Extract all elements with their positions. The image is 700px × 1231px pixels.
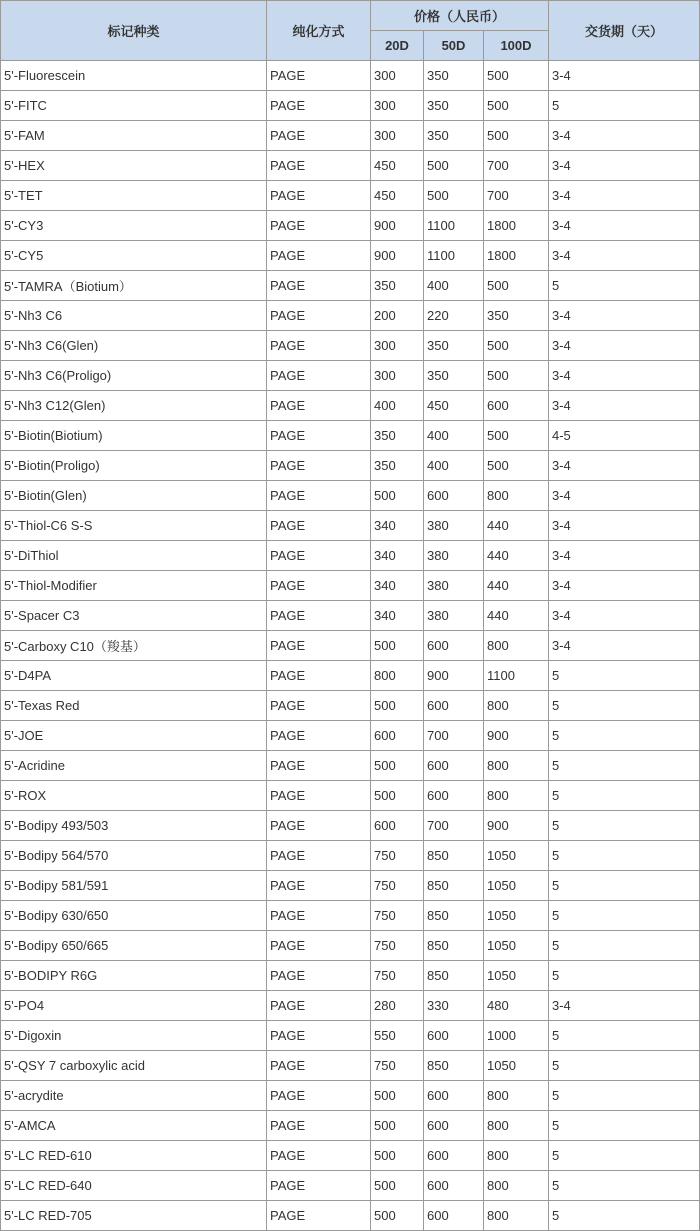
cell-label-name: 5'-Nh3 C6	[1, 301, 267, 331]
cell-price-50d: 850	[424, 871, 484, 901]
cell-price-50d: 600	[424, 1141, 484, 1171]
cell-price-100d: 1050	[484, 871, 549, 901]
header-scale-50d: 50D	[424, 31, 484, 61]
cell-price-100d: 700	[484, 151, 549, 181]
table-row	[1, 331, 700, 361]
table-row	[1, 361, 700, 391]
cell-price-100d: 1050	[484, 901, 549, 931]
table-row	[1, 151, 700, 181]
cell-price-100d: 500	[484, 451, 549, 481]
cell-label-name: 5'-Acridine	[1, 751, 267, 781]
cell-delivery-days: 5	[549, 1021, 700, 1051]
cell-price-50d: 700	[424, 811, 484, 841]
cell-purification: PAGE	[267, 1201, 371, 1231]
cell-price-20d: 450	[371, 181, 424, 211]
cell-price-20d: 750	[371, 901, 424, 931]
cell-price-50d: 600	[424, 481, 484, 511]
cell-label-name: 5'-acrydite	[1, 1081, 267, 1111]
cell-delivery-days: 3-4	[549, 451, 700, 481]
cell-label-name: 5'-Thiol-C6 S-S	[1, 511, 267, 541]
cell-label-name: 5'-Nh3 C6(Glen)	[1, 331, 267, 361]
cell-purification: PAGE	[267, 721, 371, 751]
cell-price-50d: 1100	[424, 211, 484, 241]
cell-price-50d: 380	[424, 511, 484, 541]
cell-label-name: 5'-JOE	[1, 721, 267, 751]
cell-delivery-days: 5	[549, 661, 700, 691]
cell-price-50d: 850	[424, 931, 484, 961]
cell-label-name: 5'-Nh3 C12(Glen)	[1, 391, 267, 421]
cell-label-name: 5'-LC RED-640	[1, 1171, 267, 1201]
cell-purification: PAGE	[267, 271, 371, 301]
cell-label-name: 5'-Thiol-Modifier	[1, 571, 267, 601]
cell-price-20d: 500	[371, 1171, 424, 1201]
cell-purification: PAGE	[267, 751, 371, 781]
cell-purification: PAGE	[267, 601, 371, 631]
cell-delivery-days: 5	[549, 811, 700, 841]
cell-delivery-days: 5	[549, 961, 700, 991]
cell-label-name: 5'-Biotin(Biotium)	[1, 421, 267, 451]
cell-price-20d: 450	[371, 151, 424, 181]
cell-price-20d: 750	[371, 871, 424, 901]
cell-price-100d: 900	[484, 721, 549, 751]
cell-price-100d: 800	[484, 1111, 549, 1141]
cell-label-name: 5'-FITC	[1, 91, 267, 121]
table-row	[1, 301, 700, 331]
table-row	[1, 631, 700, 661]
cell-price-50d: 850	[424, 961, 484, 991]
cell-label-name: 5'-DiThiol	[1, 541, 267, 571]
cell-price-50d: 600	[424, 751, 484, 781]
cell-price-50d: 700	[424, 721, 484, 751]
cell-purification: PAGE	[267, 451, 371, 481]
table-body	[1, 61, 700, 1231]
cell-price-20d: 300	[371, 361, 424, 391]
cell-purification: PAGE	[267, 631, 371, 661]
cell-price-50d: 380	[424, 601, 484, 631]
cell-price-20d: 750	[371, 961, 424, 991]
cell-price-20d: 300	[371, 331, 424, 361]
cell-price-20d: 200	[371, 301, 424, 331]
table-row	[1, 751, 700, 781]
table-row	[1, 721, 700, 751]
cell-price-20d: 500	[371, 751, 424, 781]
cell-price-100d: 800	[484, 781, 549, 811]
table-row	[1, 991, 700, 1021]
cell-price-100d: 500	[484, 271, 549, 301]
cell-delivery-days: 5	[549, 1111, 700, 1141]
cell-purification: PAGE	[267, 91, 371, 121]
cell-price-20d: 350	[371, 451, 424, 481]
cell-delivery-days: 3-4	[549, 391, 700, 421]
cell-price-50d: 600	[424, 781, 484, 811]
cell-price-100d: 600	[484, 391, 549, 421]
cell-price-50d: 350	[424, 61, 484, 91]
cell-label-name: 5'-CY5	[1, 241, 267, 271]
cell-price-100d: 500	[484, 121, 549, 151]
cell-label-name: 5'-PO4	[1, 991, 267, 1021]
header-price: 价格（人民币）	[371, 1, 549, 31]
cell-delivery-days: 5	[549, 91, 700, 121]
cell-price-100d: 700	[484, 181, 549, 211]
table-row	[1, 1051, 700, 1081]
cell-delivery-days: 3-4	[549, 151, 700, 181]
cell-price-100d: 350	[484, 301, 549, 331]
cell-price-100d: 500	[484, 91, 549, 121]
cell-price-100d: 500	[484, 421, 549, 451]
cell-price-100d: 1050	[484, 931, 549, 961]
cell-price-20d: 750	[371, 931, 424, 961]
cell-price-100d: 500	[484, 331, 549, 361]
cell-price-100d: 800	[484, 751, 549, 781]
cell-purification: PAGE	[267, 1051, 371, 1081]
cell-price-50d: 400	[424, 421, 484, 451]
cell-price-20d: 750	[371, 841, 424, 871]
cell-purification: PAGE	[267, 991, 371, 1021]
cell-purification: PAGE	[267, 241, 371, 271]
cell-label-name: 5'-Carboxy C10（羧基）	[1, 631, 267, 661]
cell-price-20d: 800	[371, 661, 424, 691]
cell-price-20d: 340	[371, 511, 424, 541]
cell-price-20d: 500	[371, 481, 424, 511]
cell-purification: PAGE	[267, 571, 371, 601]
table-row	[1, 391, 700, 421]
cell-delivery-days: 3-4	[549, 481, 700, 511]
cell-price-20d: 350	[371, 271, 424, 301]
table-row	[1, 571, 700, 601]
cell-price-20d: 350	[371, 421, 424, 451]
cell-delivery-days: 3-4	[549, 211, 700, 241]
cell-delivery-days: 5	[549, 1141, 700, 1171]
cell-price-20d: 300	[371, 91, 424, 121]
cell-delivery-days: 5	[549, 1051, 700, 1081]
table-row	[1, 931, 700, 961]
cell-purification: PAGE	[267, 1081, 371, 1111]
header-scale-100d: 100D	[484, 31, 549, 61]
cell-price-100d: 900	[484, 811, 549, 841]
cell-label-name: 5'-FAM	[1, 121, 267, 151]
cell-purification: PAGE	[267, 61, 371, 91]
cell-purification: PAGE	[267, 121, 371, 151]
cell-purification: PAGE	[267, 181, 371, 211]
table-row	[1, 1201, 700, 1231]
table-row	[1, 961, 700, 991]
cell-delivery-days: 5	[549, 871, 700, 901]
header-scale-20d: 20D	[371, 31, 424, 61]
cell-price-20d: 900	[371, 241, 424, 271]
cell-price-20d: 600	[371, 721, 424, 751]
cell-price-50d: 380	[424, 541, 484, 571]
cell-delivery-days: 5	[549, 751, 700, 781]
cell-price-20d: 400	[371, 391, 424, 421]
cell-price-20d: 340	[371, 541, 424, 571]
table-row	[1, 811, 700, 841]
cell-price-50d: 600	[424, 631, 484, 661]
cell-price-50d: 1100	[424, 241, 484, 271]
table-row	[1, 421, 700, 451]
cell-label-name: 5'-TAMRA（Biotium）	[1, 271, 267, 301]
cell-label-name: 5'-Fluorescein	[1, 61, 267, 91]
cell-price-100d: 800	[484, 1201, 549, 1231]
cell-price-100d: 800	[484, 1081, 549, 1111]
cell-price-100d: 1800	[484, 241, 549, 271]
table-row	[1, 541, 700, 571]
cell-delivery-days: 5	[549, 271, 700, 301]
cell-price-100d: 480	[484, 991, 549, 1021]
cell-purification: PAGE	[267, 811, 371, 841]
cell-delivery-days: 3-4	[549, 241, 700, 271]
cell-price-20d: 340	[371, 601, 424, 631]
cell-label-name: 5'-Bodipy 630/650	[1, 901, 267, 931]
cell-price-20d: 500	[371, 1111, 424, 1141]
cell-purification: PAGE	[267, 661, 371, 691]
cell-price-100d: 1100	[484, 661, 549, 691]
cell-purification: PAGE	[267, 1141, 371, 1171]
cell-label-name: 5'-Digoxin	[1, 1021, 267, 1051]
table-row	[1, 661, 700, 691]
cell-delivery-days: 3-4	[549, 361, 700, 391]
cell-price-50d: 350	[424, 121, 484, 151]
cell-purification: PAGE	[267, 961, 371, 991]
cell-price-100d: 1050	[484, 961, 549, 991]
cell-price-100d: 1050	[484, 1051, 549, 1081]
cell-price-20d: 300	[371, 61, 424, 91]
cell-delivery-days: 5	[549, 931, 700, 961]
cell-purification: PAGE	[267, 541, 371, 571]
cell-price-50d: 850	[424, 901, 484, 931]
cell-label-name: 5'-Texas Red	[1, 691, 267, 721]
table-row	[1, 1171, 700, 1201]
cell-label-name: 5'-AMCA	[1, 1111, 267, 1141]
table-row	[1, 61, 700, 91]
cell-price-50d: 350	[424, 331, 484, 361]
cell-purification: PAGE	[267, 151, 371, 181]
cell-price-50d: 500	[424, 181, 484, 211]
cell-price-50d: 350	[424, 361, 484, 391]
cell-price-20d: 550	[371, 1021, 424, 1051]
cell-label-name: 5'-LC RED-610	[1, 1141, 267, 1171]
cell-purification: PAGE	[267, 331, 371, 361]
cell-price-20d: 500	[371, 1141, 424, 1171]
cell-label-name: 5'-Biotin(Glen)	[1, 481, 267, 511]
cell-price-50d: 900	[424, 661, 484, 691]
table-row	[1, 901, 700, 931]
cell-price-20d: 280	[371, 991, 424, 1021]
cell-label-name: 5'-Bodipy 493/503	[1, 811, 267, 841]
cell-price-50d: 400	[424, 451, 484, 481]
table-row	[1, 241, 700, 271]
cell-delivery-days: 3-4	[549, 121, 700, 151]
cell-purification: PAGE	[267, 421, 371, 451]
table-row	[1, 1141, 700, 1171]
cell-price-50d: 450	[424, 391, 484, 421]
cell-price-100d: 1800	[484, 211, 549, 241]
cell-price-50d: 330	[424, 991, 484, 1021]
cell-price-50d: 850	[424, 841, 484, 871]
cell-price-20d: 300	[371, 121, 424, 151]
cell-purification: PAGE	[267, 511, 371, 541]
table-row	[1, 781, 700, 811]
cell-price-50d: 220	[424, 301, 484, 331]
cell-label-name: 5'-QSY 7 carboxylic acid	[1, 1051, 267, 1081]
cell-label-name: 5'-CY3	[1, 211, 267, 241]
cell-price-50d: 400	[424, 271, 484, 301]
cell-purification: PAGE	[267, 781, 371, 811]
cell-label-name: 5'-BODIPY R6G	[1, 961, 267, 991]
cell-purification: PAGE	[267, 481, 371, 511]
cell-label-name: 5'-ROX	[1, 781, 267, 811]
cell-price-50d: 380	[424, 571, 484, 601]
table-row	[1, 601, 700, 631]
cell-purification: PAGE	[267, 1021, 371, 1051]
cell-delivery-days: 3-4	[549, 631, 700, 661]
cell-label-name: 5'-Bodipy 581/591	[1, 871, 267, 901]
cell-price-100d: 500	[484, 61, 549, 91]
table-row	[1, 121, 700, 151]
cell-price-20d: 900	[371, 211, 424, 241]
cell-delivery-days: 3-4	[549, 301, 700, 331]
cell-purification: PAGE	[267, 211, 371, 241]
cell-price-100d: 800	[484, 481, 549, 511]
cell-price-20d: 500	[371, 1081, 424, 1111]
cell-price-50d: 850	[424, 1051, 484, 1081]
cell-price-100d: 440	[484, 571, 549, 601]
cell-price-100d: 800	[484, 1171, 549, 1201]
cell-delivery-days: 3-4	[549, 331, 700, 361]
table-row	[1, 181, 700, 211]
table-row	[1, 871, 700, 901]
cell-delivery-days: 3-4	[549, 541, 700, 571]
cell-price-20d: 750	[371, 1051, 424, 1081]
cell-price-100d: 1050	[484, 841, 549, 871]
table-row	[1, 511, 700, 541]
table-header	[1, 1, 700, 61]
table-row	[1, 211, 700, 241]
cell-price-100d: 440	[484, 601, 549, 631]
cell-label-name: 5'-TET	[1, 181, 267, 211]
cell-price-20d: 500	[371, 691, 424, 721]
cell-purification: PAGE	[267, 691, 371, 721]
cell-delivery-days: 3-4	[549, 511, 700, 541]
table-row	[1, 451, 700, 481]
cell-delivery-days: 3-4	[549, 571, 700, 601]
header-delivery: 交货期（天）	[549, 1, 700, 61]
cell-price-100d: 500	[484, 361, 549, 391]
cell-price-50d: 350	[424, 91, 484, 121]
cell-delivery-days: 5	[549, 721, 700, 751]
cell-delivery-days: 3-4	[549, 991, 700, 1021]
cell-delivery-days: 3-4	[549, 61, 700, 91]
cell-delivery-days: 5	[549, 901, 700, 931]
cell-purification: PAGE	[267, 871, 371, 901]
table-row	[1, 91, 700, 121]
table-row	[1, 1081, 700, 1111]
cell-purification: PAGE	[267, 931, 371, 961]
cell-price-50d: 600	[424, 1171, 484, 1201]
header-label-type: 标记种类	[1, 1, 267, 61]
cell-price-100d: 440	[484, 541, 549, 571]
cell-label-name: 5'-Bodipy 650/665	[1, 931, 267, 961]
cell-label-name: 5'-D4PA	[1, 661, 267, 691]
table-row	[1, 1021, 700, 1051]
cell-price-50d: 600	[424, 1201, 484, 1231]
cell-price-50d: 600	[424, 1111, 484, 1141]
cell-price-100d: 440	[484, 511, 549, 541]
cell-price-20d: 600	[371, 811, 424, 841]
cell-delivery-days: 5	[549, 1171, 700, 1201]
cell-purification: PAGE	[267, 391, 371, 421]
cell-purification: PAGE	[267, 1171, 371, 1201]
cell-delivery-days: 4-5	[549, 421, 700, 451]
cell-label-name: 5'-HEX	[1, 151, 267, 181]
cell-delivery-days: 3-4	[549, 601, 700, 631]
table-row	[1, 271, 700, 301]
cell-label-name: 5'-Biotin(Proligo)	[1, 451, 267, 481]
cell-price-50d: 600	[424, 1081, 484, 1111]
cell-price-50d: 500	[424, 151, 484, 181]
cell-price-100d: 800	[484, 1141, 549, 1171]
cell-label-name: 5'-LC RED-705	[1, 1201, 267, 1231]
cell-purification: PAGE	[267, 1111, 371, 1141]
cell-price-100d: 800	[484, 631, 549, 661]
cell-delivery-days: 3-4	[549, 181, 700, 211]
cell-delivery-days: 5	[549, 1081, 700, 1111]
table-row	[1, 1111, 700, 1141]
cell-label-name: 5'-Nh3 C6(Proligo)	[1, 361, 267, 391]
cell-price-20d: 500	[371, 1201, 424, 1231]
cell-delivery-days: 5	[549, 781, 700, 811]
cell-price-50d: 600	[424, 691, 484, 721]
cell-purification: PAGE	[267, 901, 371, 931]
cell-purification: PAGE	[267, 361, 371, 391]
cell-purification: PAGE	[267, 301, 371, 331]
cell-delivery-days: 5	[549, 841, 700, 871]
cell-purification: PAGE	[267, 841, 371, 871]
cell-price-20d: 500	[371, 781, 424, 811]
header-purification: 纯化方式	[267, 1, 371, 61]
cell-label-name: 5'-Spacer C3	[1, 601, 267, 631]
table-row	[1, 481, 700, 511]
cell-delivery-days: 5	[549, 691, 700, 721]
cell-price-100d: 1000	[484, 1021, 549, 1051]
table-row	[1, 841, 700, 871]
cell-price-50d: 600	[424, 1021, 484, 1051]
cell-price-20d: 500	[371, 631, 424, 661]
cell-price-100d: 800	[484, 691, 549, 721]
cell-delivery-days: 5	[549, 1201, 700, 1231]
cell-price-20d: 340	[371, 571, 424, 601]
cell-label-name: 5'-Bodipy 564/570	[1, 841, 267, 871]
table-row	[1, 691, 700, 721]
